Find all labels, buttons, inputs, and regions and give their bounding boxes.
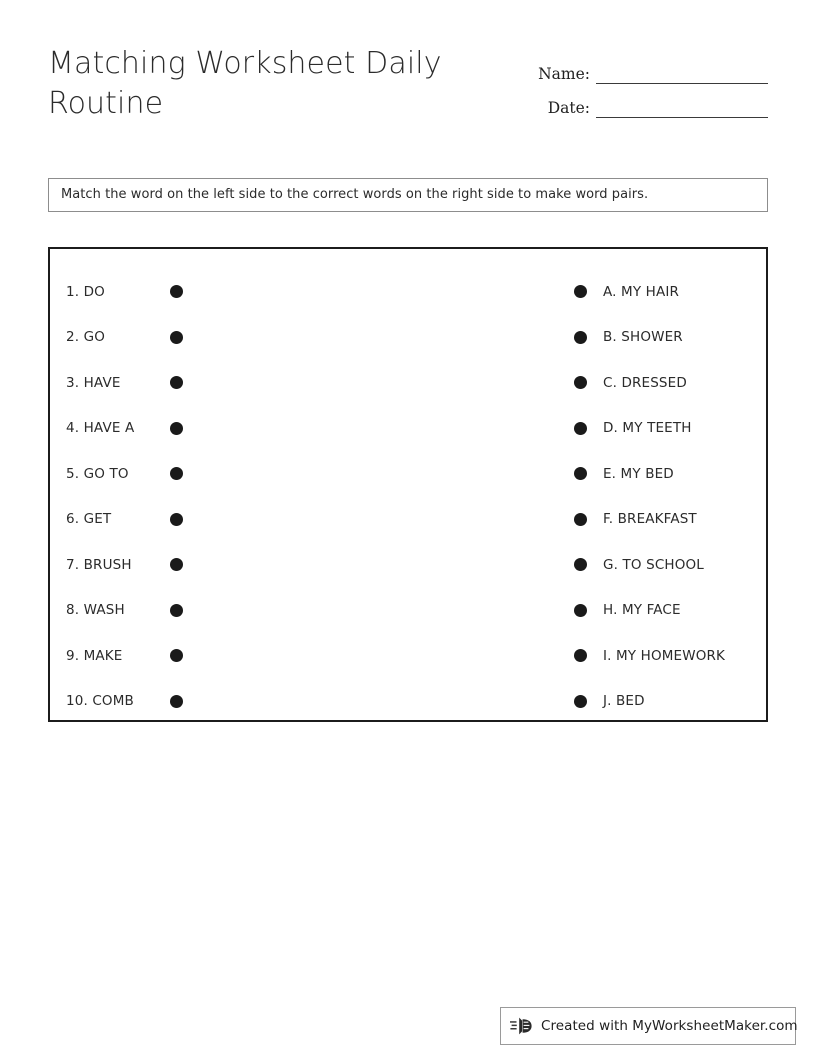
list-item[interactable] — [570, 360, 770, 406]
right-item-label: A. MY HAIR — [603, 283, 680, 300]
date-input-line[interactable] — [596, 97, 768, 118]
list-item[interactable] — [66, 315, 366, 361]
right-match-dot[interactable] — [574, 513, 587, 526]
matching-exercise-box — [48, 247, 768, 722]
page-title: Matching Worksheet Daily Routine — [48, 46, 442, 121]
right-item-label: H. MY FACE — [603, 602, 681, 619]
left-item-label: 10. COMB — [66, 693, 134, 710]
left-item-label: 8. WASH — [66, 602, 125, 619]
left-item-label: 6. GET — [66, 511, 112, 528]
right-match-dot[interactable] — [574, 649, 587, 662]
left-item-label: 9. MAKE — [66, 647, 123, 664]
name-input-line[interactable] — [596, 63, 768, 84]
left-item-label: 7. BRUSH — [66, 556, 132, 573]
worksheet-header — [48, 44, 768, 139]
list-item[interactable] — [570, 542, 770, 588]
right-item-label: F. BREAKFAST — [603, 511, 697, 528]
list-item[interactable] — [66, 269, 366, 315]
list-item[interactable] — [570, 406, 770, 452]
right-match-dot[interactable] — [574, 604, 587, 617]
left-item-label: 4. HAVE A — [66, 420, 135, 437]
matching-columns — [50, 249, 766, 720]
right-match-dot[interactable] — [574, 285, 587, 298]
list-item[interactable] — [66, 679, 366, 725]
list-item[interactable] — [570, 451, 770, 497]
right-item-label: I. MY HOMEWORK — [603, 647, 726, 664]
right-item-label: C. DRESSED — [603, 374, 687, 391]
right-item-label: J. BED — [603, 693, 645, 710]
left-match-dot[interactable] — [170, 558, 183, 571]
left-match-dot[interactable] — [170, 285, 183, 298]
list-item[interactable] — [66, 360, 366, 406]
left-column — [66, 269, 366, 724]
right-item-label: G. TO SCHOOL — [603, 556, 704, 573]
left-match-dot[interactable] — [170, 649, 183, 662]
name-date-block — [496, 50, 768, 118]
left-match-dot[interactable] — [170, 604, 183, 617]
left-match-dot[interactable] — [170, 695, 183, 708]
right-match-dot[interactable] — [574, 695, 587, 708]
left-match-dot[interactable] — [170, 467, 183, 480]
date-row — [496, 84, 768, 118]
left-item-label: 5. GO TO — [66, 465, 129, 482]
list-item[interactable] — [66, 497, 366, 543]
created-with-label: Created with MyWorksheetMaker.com — [541, 1018, 798, 1034]
right-match-dot[interactable] — [574, 558, 587, 571]
list-item[interactable] — [66, 406, 366, 452]
right-item-label: E. MY BED — [603, 465, 674, 482]
list-item[interactable] — [66, 451, 366, 497]
created-with-badge[interactable] — [500, 1007, 796, 1045]
right-item-label: D. MY TEETH — [603, 420, 692, 437]
list-item[interactable] — [570, 679, 770, 725]
left-match-dot[interactable] — [170, 513, 183, 526]
instructions-text: Match the word on the left side to the correct words on the right side to make word pairs. — [61, 187, 649, 202]
right-match-dot[interactable] — [574, 376, 587, 389]
name-row — [496, 50, 768, 84]
list-item[interactable] — [66, 588, 366, 634]
list-item[interactable] — [570, 497, 770, 543]
list-item[interactable] — [66, 633, 366, 679]
list-item[interactable] — [66, 542, 366, 588]
list-item[interactable] — [570, 588, 770, 634]
list-item[interactable] — [570, 315, 770, 361]
right-match-dot[interactable] — [574, 331, 587, 344]
left-match-dot[interactable] — [170, 331, 183, 344]
worksheet-maker-flag-icon — [510, 1015, 536, 1037]
right-match-dot[interactable] — [574, 422, 587, 435]
left-item-label: 2. GO — [66, 329, 106, 346]
list-item[interactable] — [570, 269, 770, 315]
right-match-dot[interactable] — [574, 467, 587, 480]
instructions-box — [48, 178, 768, 212]
right-item-label: B. SHOWER — [603, 329, 683, 346]
right-column — [570, 269, 770, 724]
name-label: Name: — [538, 65, 590, 83]
date-label: Date: — [547, 99, 590, 117]
left-match-dot[interactable] — [170, 422, 183, 435]
left-item-label: 1. DO — [66, 283, 105, 300]
list-item[interactable] — [570, 633, 770, 679]
left-match-dot[interactable] — [170, 376, 183, 389]
left-item-label: 3. HAVE — [66, 374, 121, 391]
